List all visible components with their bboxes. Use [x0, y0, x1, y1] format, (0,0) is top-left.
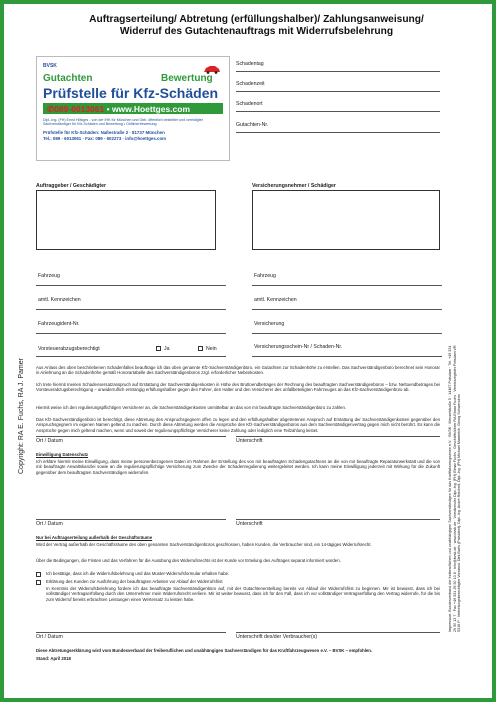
insurer-schein-nr-input[interactable] [252, 356, 442, 357]
logo-web: www.Hoettges.com [111, 104, 191, 114]
ort-datum-label-1: Ort / Datum [36, 438, 63, 444]
phone-icon: ✆ [47, 104, 55, 114]
document-page [4, 4, 492, 698]
ort-datum-label-3: Ort / Datum [36, 634, 63, 640]
client-field-fahrzeug: Fahrzeug [38, 273, 60, 279]
schadentag-input[interactable] [236, 71, 440, 72]
schadenort-input[interactable] [236, 111, 440, 112]
insurer-kennzeichen-input[interactable] [252, 309, 442, 310]
datenschutz-heading: Einwilligung Datenschutz [36, 452, 89, 457]
widerruf-text-1: Wird der Vertrag außerhalb der Geschäftsräume des oben genannten Sachverständigenbüros geschlossen, haben Kunden, die Verbraucher sind, ein 14-tägiges Widerrufsrecht. [36, 542, 372, 547]
bvsk-badge: BVSK [43, 63, 57, 69]
footer-note: Diese Abtretungserklärung wird vom Bundesverband der freiberuflichen und unabhängigen Sachverständigen für das Kraftfahrzeugwesen e.V. – BVSK – empfohlen. [36, 648, 373, 653]
stand-date: Stand: April 2018 [36, 656, 71, 661]
insurer-versicherung-input[interactable] [252, 333, 442, 334]
client-field-ident: Fahrzeugident-Nr. [38, 321, 80, 327]
insurer-field-kennzeichen: amtl. Kennzeichen [254, 297, 297, 303]
client-address-box[interactable] [36, 190, 216, 250]
logo-headline: Prüfstelle für Kfz-Schäden [43, 85, 219, 101]
unterschrift-label-2: Unterschrift [236, 521, 263, 527]
client-kennzeichen-input[interactable] [36, 309, 226, 310]
client-field-kennzeichen: amtl. Kennzeichen [38, 297, 81, 303]
field-label-schadenzeit: Schadenzeit [236, 81, 265, 87]
ja-label: Ja [164, 346, 170, 352]
car-icon [203, 61, 221, 71]
paragraph-auftrag: Aus Anlass des oben beschriebenen Schadenfalles beauftrage ich das oben genannte Kfz-Sachverständigenbüro, ein Gutachten zur Schadenhöhe zu erstellen. Das Sachverständigenbüro berechnet sein Honorar in Anlehnung an die Schadenhöhe gemäß Honorartabelle des Sachverständigenbüros zzgl. erforderlicher Nebenkosten. [36, 365, 440, 376]
widerrufsbelehrung-checkbox[interactable] [36, 572, 41, 577]
widerruf-heading: Nur bei Auftragserteilung außerhalb der Geschäftsräume [36, 535, 153, 540]
widerruf-text-2: Über die Bedingungen, die Fristen und das Verfahren für die Ausübung des Widerrufsrechts ist der Kunde vor Erteilung des Auftrages separat informiert worden. [36, 558, 341, 563]
ort-datum-line-2[interactable] [36, 519, 226, 520]
logo-address: Prüfstelle für Kfz-Schäden: Naßestraße 2 · 81737 München [43, 130, 165, 135]
copyright-side-text: Copyright: RA E. Fuchs, RA J. Pamer [18, 358, 25, 474]
ort-datum-label-2: Ort / Datum [36, 521, 63, 527]
insurer-field-versicherung: Versicherung [254, 321, 285, 327]
field-label-schadentag: Schadentag [236, 61, 264, 67]
company-logo: BVSK Gutachten Bewertung Prüfstelle für Kfz-Schäden ✆089-6013061 • www.Hoettges.com Dipl.-Ing. (FH) Ernst Höttges - von der IHK für München und Obb. öffentlich bestellter und vereidigter Sachverständiger für Kfz-Schäden und Bewertung • Oldtimerbewertung Prüfstelle für Kfz-Schäden: Naßestraße 2 · 81737 München Tel.: 089 - 6013061 · Fax: 089 - 602273 · info@hoettges.com [36, 56, 230, 161]
datenschutz-text: Ich erkläre hiermit meine Einwilligung, dass meine personenbezogenen Daten im Rahmen der Erstellung des von mir beauftragten Schadengutachtens an die von mir beauftragte Reparaturwerkstatt und die von mir beauftragte Anwaltskanzlei sowie an die regulierungspflichtige Versicherung zum Zwecke der Schadenregulierung weitergeleitet werden. Ich kann meine Einwilligung jederzeit mit Wirkung für die Zukunft gegenüber dem beauftragten Sachverständigen widerrufen. [36, 459, 440, 475]
ausfuehrung-checkbox[interactable] [36, 580, 41, 585]
nein-label: Nein [206, 346, 217, 352]
logo-description: Dipl.-Ing. (FH) Ernst Höttges - von der IHK für München und Obb. öffentlich bestellter und vereidigter Sachverständiger für Kfz-Schäden und Bewertung • Oldtimerbewertung [43, 118, 203, 127]
unterschrift-line-2[interactable] [236, 519, 440, 520]
field-label-schadenort: Schadenort [236, 101, 263, 107]
unterschrift-line-1[interactable] [236, 436, 440, 437]
logo-contact: Tel.: 089 - 6013061 · Fax: 089 - 602273 · info@hoettges.com [43, 136, 167, 141]
schadenzeit-input[interactable] [236, 91, 440, 92]
ja-checkbox[interactable] [156, 346, 161, 351]
insurer-box-label: Versicherungsnehmer / Schädiger [252, 183, 336, 189]
unterschrift-label-1: Unterschrift [236, 438, 263, 444]
insurer-address-box[interactable] [252, 190, 440, 250]
ort-datum-line-3[interactable] [36, 632, 226, 633]
unterschrift-verbraucher-line[interactable] [236, 632, 440, 633]
ausfuehrung-text: In Kenntnis der Widerrufsbelehrung fordere ich das beauftragte Sachverständigenbüro auf, mit der Gutachtenerstellung bereits vor Ablauf der Widerrufsfrist zu beginnen. Mir ist bewusst, dass ich bei vollständiger Vertragserfüllung durch den Unternehmer mein Widerrufsrecht verliere. Mir ist weiter bewusst, dass ich für den Fall, dass ich vor vollständiger Vertragserfüllung den Vertrag widerrufe, für die bis zum Widerruf bereits erbrachten Leistungen einen Wertersatz zu leisten habe. [46, 586, 440, 602]
paragraph-zahlungsanweisung: Hiermit weise ich den regulierungspflichtigen Versicherer an, die Sachverständigenkosten unmittelbar an das von mir beauftragte Sachverständigenbüro zu zahlen. [36, 405, 347, 410]
insurer-field-schein-nr: Versicherungsschein-Nr / Schaden-Nr. [254, 344, 343, 350]
client-field-vorsteuer: Vorsteuerabzugsberechtigt [38, 346, 100, 352]
client-ident-input[interactable] [36, 333, 226, 334]
paragraph-abtretung: Ich trete hiermit meinen Schadensersatzanspruch auf Erstattung der Sachverständigenkosten in Höhe des Bruttoendbetrages der Rechnung des beauftragten Sachverständigenbüros – bzw. Nettoendbetrages bei Vorsteuerabzugsberechtigung – unwiderruflich erstrangig erfüllungshalber gegen den Fahrer, den Halter und den Versicherer des unfallbeteiligten Fahrzeuges an das Kfz-Sachverständigenbüro ab. [36, 382, 440, 393]
client-vorsteuer-line [36, 356, 226, 357]
ausfuehrung-label: Erklärung des Kunden zur Ausführung der beauftragten Arbeiten vor Ablauf der Widerrufsfrist [46, 579, 223, 584]
logo-word-left: Gutachten [43, 73, 93, 84]
client-fahrzeug-input[interactable] [36, 285, 226, 286]
paragraph-offenlegung: Das Kfz-Sachverständigenbüro ist berechtigt, diese Abtretung den Anspruchsgegnern offen zu legen und den erfüllungshalber abgetretenen Anspruch auf Erstattung der Sachverständigenkosten gegenüber den Anspruchsgegnern im eigenen Namen geltend zu machen. Durch diese Abtretung werden die Ansprüche des Kfz-Sachverständigenbüros aus dem Sachverständigenvertrag gegen mich nicht berührt. Es kann die Ansprüche gegen mich geltend machen, wenn und soweit der regulierungspflichtige Versicherer keine Zahlung oder lediglich eine Teilzahlung leistet. [36, 417, 440, 433]
document-title: Auftragserteilung/ Abtretung (erfüllungshalber)/ Zahlungsanweisung/ Widerruf des Gutachtenauftrags mit Widerrufsbelehrung [89, 14, 424, 37]
widerrufsbelehrung-label: Ich bestätige, dass ich die Widerrufsbelehrung und das Muster-Widerrufsformular erhalten habe. [46, 571, 230, 576]
logo-word-right: Bewertung [161, 73, 213, 84]
gutachten-nr-input[interactable] [236, 132, 440, 133]
field-label-gutachten-nr: Gutachten-Nr. [236, 122, 269, 128]
insurer-field-fahrzeug: Fahrzeug [254, 273, 276, 279]
logo-phone: 089-6013061 [54, 104, 105, 114]
unterschrift-verbraucher-label: Unterschrift des/der Verbraucher(s) [236, 634, 318, 640]
insurer-fahrzeug-input[interactable] [252, 285, 442, 286]
impressum-side-text: Impressum: Bundesverband der freiberuflichen und unabhängigen Sachverständigen für das Kraftfahrzeugwesen e.V. · BVSK · Menzelstraße 5 · 14467 Potsdam · Tel. +49 331 29 50 13 7 · Fax +49 331 29 50 13 8 · info@bvsk.de · www.bvsk.de · Vorsitzender Dipl.-Ing. (FH) Elmar Fuchs · Geschäftsführer RA Elmar Fuchs · Vereinsregister Potsdam VR 5316 P · Vertretungsberechtigter Vorstand: Dirk Barfs (Präsident), Dipl.-Ing. André Reichelt, Dipl.-Ing. (FH) Michael Mamerich, Georg Schwendner [448, 345, 461, 632]
client-box-label: Auftraggeber / Geschädigter [36, 183, 107, 189]
ort-datum-line-1[interactable] [36, 436, 226, 437]
nein-checkbox[interactable] [198, 346, 203, 351]
